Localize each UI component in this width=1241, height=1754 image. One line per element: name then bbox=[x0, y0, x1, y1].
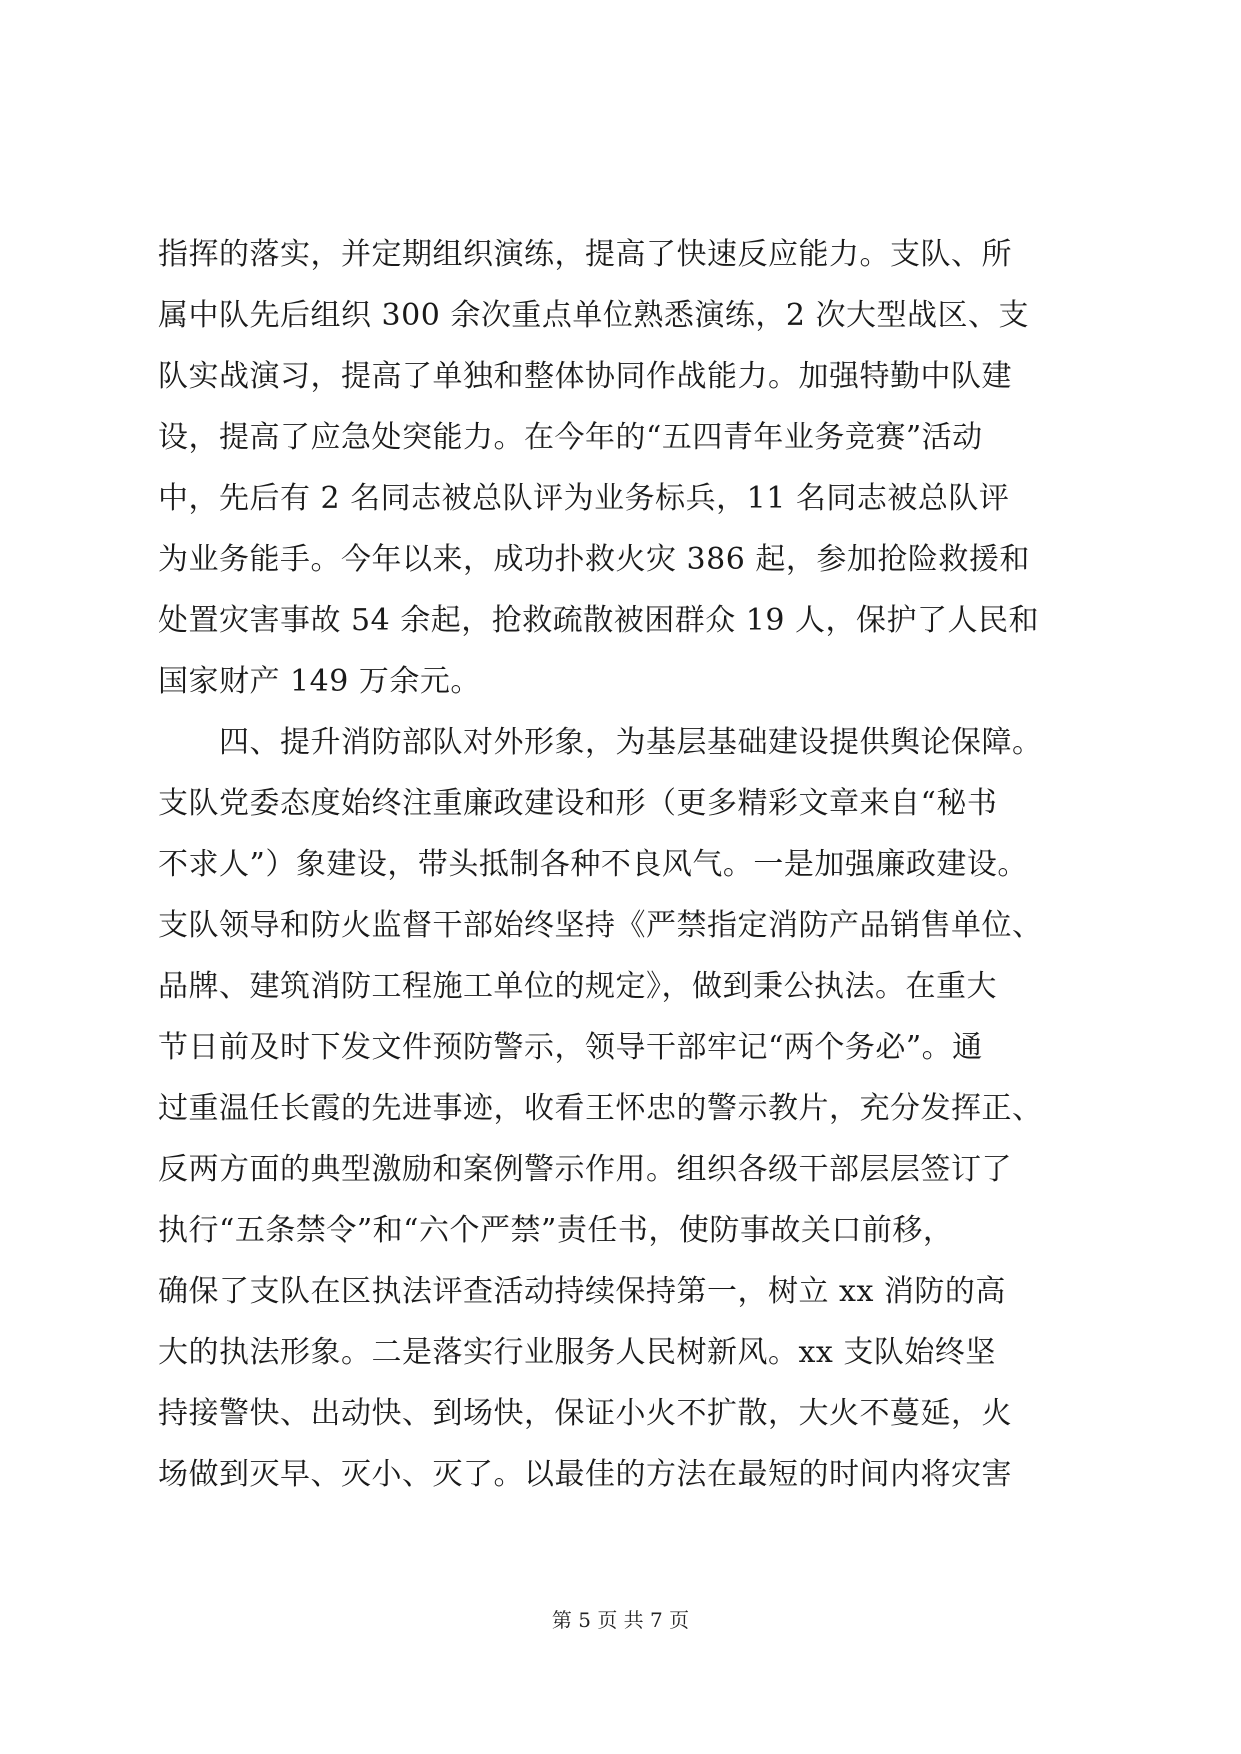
body-text-line: 过重温任长霞的先进事迹，收看王怀忠的警示教片，充分发挥正、 bbox=[158, 1091, 1043, 1126]
body-text-line: 国家财产 149 万余元。 bbox=[158, 664, 481, 699]
body-text-line: 指挥的落实，并定期组织演练，提高了快速反应能力。支队、所 bbox=[158, 237, 1012, 272]
body-text-line: 中，先后有 2 名同志被总队评为业务标兵，11 名同志被总队评 bbox=[158, 481, 1010, 516]
body-text-line: 为业务能手。今年以来，成功扑救火灾 386 起，参加抢险救援和 bbox=[158, 542, 1030, 577]
page-number-footer: 第 5 页 共 7 页 bbox=[551, 1608, 690, 1632]
body-text-line: 反两方面的典型激励和案例警示作用。组织各级干部层层签订了 bbox=[158, 1152, 1012, 1187]
body-text-line: 持接警快、出动快、到场快，保证小火不扩散，大火不蔓延，火 bbox=[158, 1396, 1012, 1431]
body-text-line: 品牌、建筑消防工程施工单位的规定》，做到秉公执法。在重大 bbox=[158, 969, 997, 1004]
body-text-line: 设，提高了应急处突能力。在今年的“五四青年业务竞赛”活动 bbox=[158, 420, 983, 455]
body-text-line: 支队党委态度始终注重廉政建设和形（更多精彩文章来自“秘书 bbox=[158, 786, 998, 821]
body-text-line: 支队领导和防火监督干部始终坚持《严禁指定消防产品销售单位、 bbox=[158, 908, 1043, 943]
body-text-line: 队实战演习，提高了单独和整体协同作战能力。加强特勤中队建 bbox=[158, 359, 1012, 394]
body-text-line: 不求人”）象建设，带头抵制各种不良风气。一是加强廉政建设。 bbox=[158, 847, 1028, 882]
body-text-line: 处置灾害事故 54 余起，抢救疏散被困群众 19 人，保护了人民和 bbox=[158, 603, 1039, 638]
body-text-line: 场做到灭早、灭小、灭了。以最佳的方法在最短的时间内将灾害 bbox=[158, 1457, 1012, 1492]
body-text-line: 大的执法形象。二是落实行业服务人民树新风。xx 支队始终坚 bbox=[158, 1335, 996, 1370]
body-text-line: 确保了支队在区执法评查活动持续保持第一，树立 xx 消防的高 bbox=[158, 1274, 1006, 1309]
paragraph-heading-line: 四、提升消防部队对外形象，为基层基础建设提供舆论保障。 bbox=[158, 725, 1043, 760]
body-text-line: 属中队先后组织 300 余次重点单位熟悉演练，2 次大型战区、支 bbox=[158, 298, 1029, 333]
body-text-line: 节日前及时下发文件预防警示，领导干部牢记“两个务必”。通 bbox=[158, 1030, 983, 1065]
body-text-line: 执行“五条禁令”和“六个严禁”责任书，使防事故关口前移， bbox=[158, 1213, 954, 1248]
